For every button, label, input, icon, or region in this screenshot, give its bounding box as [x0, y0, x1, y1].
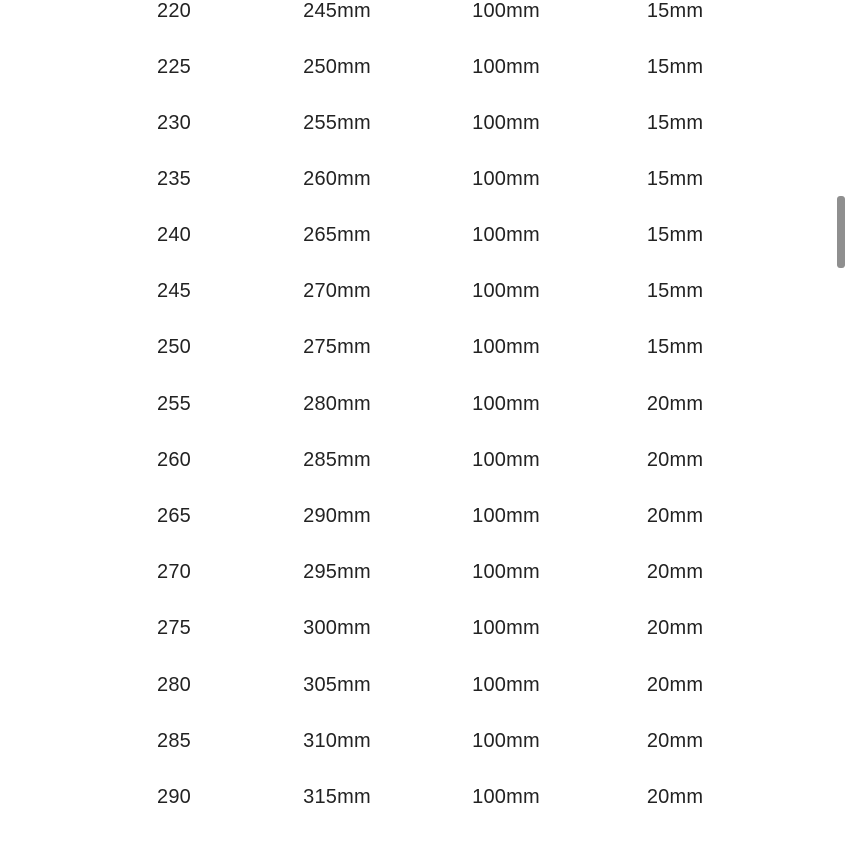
width-cell: 100mm: [472, 505, 540, 527]
length-cell: 295mm: [303, 561, 371, 583]
width-cell: 100mm: [472, 617, 540, 639]
table-row: [0, 336, 845, 392]
table-row: [0, 674, 845, 730]
size-cell: 280: [157, 674, 191, 696]
length-cell: 265mm: [303, 224, 371, 246]
size-cell: 255: [157, 393, 191, 415]
width-cell: 100mm: [472, 730, 540, 752]
width-cell: 100mm: [472, 393, 540, 415]
width-cell: 100mm: [472, 674, 540, 696]
size-cell: 275: [157, 617, 191, 639]
length-cell: 305mm: [303, 674, 371, 696]
height-cell: 20mm: [646, 786, 704, 808]
table-row: [0, 393, 845, 449]
size-cell: 235: [157, 168, 191, 190]
size-cell: 265: [157, 505, 191, 527]
height-cell: 15mm: [646, 168, 704, 190]
table-row: [0, 280, 845, 336]
width-cell: 100mm: [472, 280, 540, 302]
table-row: [0, 561, 845, 617]
table-row: [0, 56, 845, 112]
length-cell: 280mm: [303, 393, 371, 415]
size-cell: 290: [157, 786, 191, 808]
length-cell: 255mm: [303, 112, 371, 134]
height-cell: 20mm: [646, 449, 704, 471]
height-cell: 15mm: [646, 112, 704, 134]
table-row: [0, 224, 845, 280]
length-cell: 250mm: [303, 56, 371, 78]
scrollbar[interactable]: [835, 0, 845, 845]
width-cell: 100mm: [472, 0, 540, 22]
table-row: [0, 112, 845, 168]
size-cell: 260: [157, 449, 191, 471]
size-cell: 270: [157, 561, 191, 583]
height-cell: 20mm: [646, 561, 704, 583]
table-row: [0, 786, 845, 842]
size-cell: 230: [157, 112, 191, 134]
length-cell: 300mm: [303, 617, 371, 639]
width-cell: 100mm: [472, 561, 540, 583]
length-cell: 270mm: [303, 280, 371, 302]
table-row: [0, 0, 845, 56]
length-cell: 285mm: [303, 449, 371, 471]
length-cell: 245mm: [303, 0, 371, 22]
height-cell: 20mm: [646, 393, 704, 415]
width-cell: 100mm: [472, 168, 540, 190]
height-cell: 20mm: [646, 730, 704, 752]
table-row: [0, 617, 845, 673]
table-row: [0, 449, 845, 505]
height-cell: 20mm: [646, 617, 704, 639]
length-cell: 260mm: [303, 168, 371, 190]
width-cell: 100mm: [472, 112, 540, 134]
size-cell: 250: [157, 336, 191, 358]
length-cell: 310mm: [303, 730, 371, 752]
length-cell: 290mm: [303, 505, 371, 527]
length-cell: 275mm: [303, 336, 371, 358]
width-cell: 100mm: [472, 56, 540, 78]
scrollbar-thumb[interactable]: [837, 196, 845, 268]
width-cell: 100mm: [472, 449, 540, 471]
table-row: [0, 168, 845, 224]
width-cell: 100mm: [472, 786, 540, 808]
length-cell: 315mm: [303, 786, 371, 808]
width-cell: 100mm: [472, 224, 540, 246]
height-cell: 15mm: [646, 224, 704, 246]
height-cell: 15mm: [646, 280, 704, 302]
table-row: [0, 730, 845, 786]
table-row: [0, 505, 845, 561]
height-cell: 15mm: [646, 56, 704, 78]
size-cell: 240: [157, 224, 191, 246]
height-cell: 20mm: [646, 505, 704, 527]
size-cell: 245: [157, 280, 191, 302]
height-cell: 15mm: [646, 0, 704, 22]
size-cell: 220: [157, 0, 191, 22]
height-cell: 15mm: [646, 336, 704, 358]
height-cell: 20mm: [646, 674, 704, 696]
size-cell: 285: [157, 730, 191, 752]
size-cell: 225: [157, 56, 191, 78]
width-cell: 100mm: [472, 336, 540, 358]
